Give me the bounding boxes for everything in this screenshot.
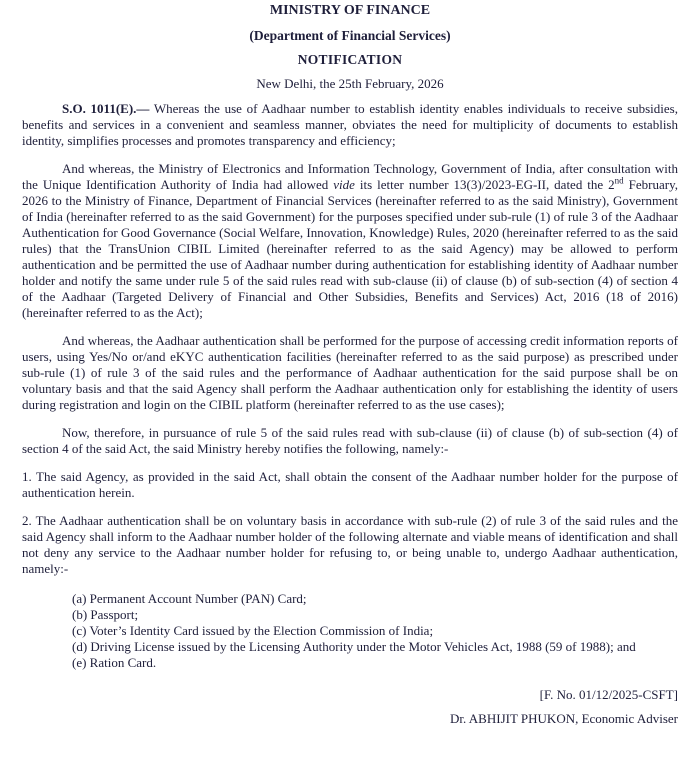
- list-item-passport: (b) Passport;: [72, 607, 139, 622]
- clause-2: 2. The Aadhaar authentication shall be on voluntary basis in accordance with sub-rule (2) of rule 3 of the said rules and the said Agency shall inform to the Aadhaar number holder of the following alternate and viable means of identification and shall not deny any service to the Aadhaar number holder for refusing to, or being unable to, undergo Aadhaar authentication, namely:-: [22, 513, 678, 576]
- list-item-driving-license: (d) Driving License issued by the Licensing Authority under the Motor Vehicles Act, 1988 (59 of 1988); and: [72, 639, 636, 654]
- document-footer: [22, 687, 678, 727]
- list-item-ration-card: (e) Ration Card.: [72, 655, 157, 670]
- so-preamble-text: Whereas the use of Aadhaar number to establish identity enables individuals to receive subsidies, benefits and services in a convenient and seamless manner, obviates the need for multiplicity of documents to establish identity, simplifies processes and promotes transparency and efficiency;: [22, 101, 678, 148]
- list-item-voter-id: (c) Voter’s Identity Card issued by the Election Commission of India;: [72, 623, 434, 638]
- whereas-meity-text-c: February, 2026 to the Ministry of Finance, Department of Financial Services (hereinafter referred to as the said Ministry), Government of India (hereinafter referred to as the said Government) for the purposes specified under sub-rule (1) of rule 3 of the Aadhaar Authentication for Good Governance (Social Welfare, Innovation, Knowledge) Rules, 2020 (hereinafter referred to as the said rules) that the TransUnion CIBIL Limited (hereinafter referred to as the said Agency) may be allowed to perform authentication and be permitted the use of Aadhaar number during authentication for establishing identity of Aadhaar number holder and notify the same under rule 5 of the said rules read with sub-clause (ii) of clause (b) of sub-section (4) of section 4 of the Aadhaar (Targeted Delivery of Financial and Other Subsidies, Benefits and Services) Act, 2016 (18 of 2016) (hereinafter referred to as the Act);: [22, 177, 678, 320]
- whereas-meity-text-b: its letter number 13(3)/2023-EG-II, dated the 2: [354, 177, 615, 192]
- alternate-id-list: [22, 591, 678, 671]
- signatory-line: Dr. ABHIJIT PHUKON, Economic Adviser: [450, 711, 678, 726]
- so-number: S.O. 1011(E).—: [62, 101, 150, 116]
- vide-italic: vide: [333, 177, 355, 192]
- clause-1: 1. The said Agency, as provided in the said Act, shall obtain the consent of the Aadhaar number holder for the purpose of authentication herein.: [22, 469, 678, 500]
- list-item-pan: (a) Permanent Account Number (PAN) Card;: [72, 591, 307, 606]
- notification-heading: NOTIFICATION: [297, 52, 403, 67]
- department-title: (Department of Financial Services): [249, 28, 451, 43]
- paragraph-now-therefore: Now, therefore, in pursuance of rule 5 of the said rules read with sub-clause (ii) of clause (b) of sub-section (4) of section 4 of the said Act, the said Ministry hereby notifies the following, namely:-: [22, 425, 678, 456]
- file-number: [F. No. 01/12/2025-CSFT]: [539, 687, 678, 702]
- paragraph-whereas-authentication: And whereas, the Aadhaar authentication shall be performed for the purpose of accessing credit information reports of users, using Yes/No or/and eKYC authentication facilities (hereinafter referred to as the said purpose) as prescribed under sub-rule (1) of rule 3 of the said rules and the performance of Aadhaar authentication for the said purpose shall be on voluntary basis and that the said Agency shall perform the Aadhaar authentication only for establishing the identity of users during registration and login on the CIBIL platform (hereinafter referred to as the use cases);: [22, 333, 678, 412]
- ordinal-superscript: nd: [614, 175, 624, 186]
- paragraph-so-preamble: [22, 101, 678, 149]
- place-date-line: New Delhi, the 25th February, 2026: [256, 76, 444, 91]
- document-body: [22, 101, 678, 671]
- whereas-meity-text-a: And whereas, the Ministry of Electronics and Information Technology, Government of India, after consultation with the Unique Identification Authority of India had allowed: [22, 161, 678, 192]
- document-header: [22, 3, 678, 92]
- paragraph-whereas-meity: [22, 161, 678, 321]
- ministry-title: MINISTRY OF FINANCE: [269, 3, 431, 18]
